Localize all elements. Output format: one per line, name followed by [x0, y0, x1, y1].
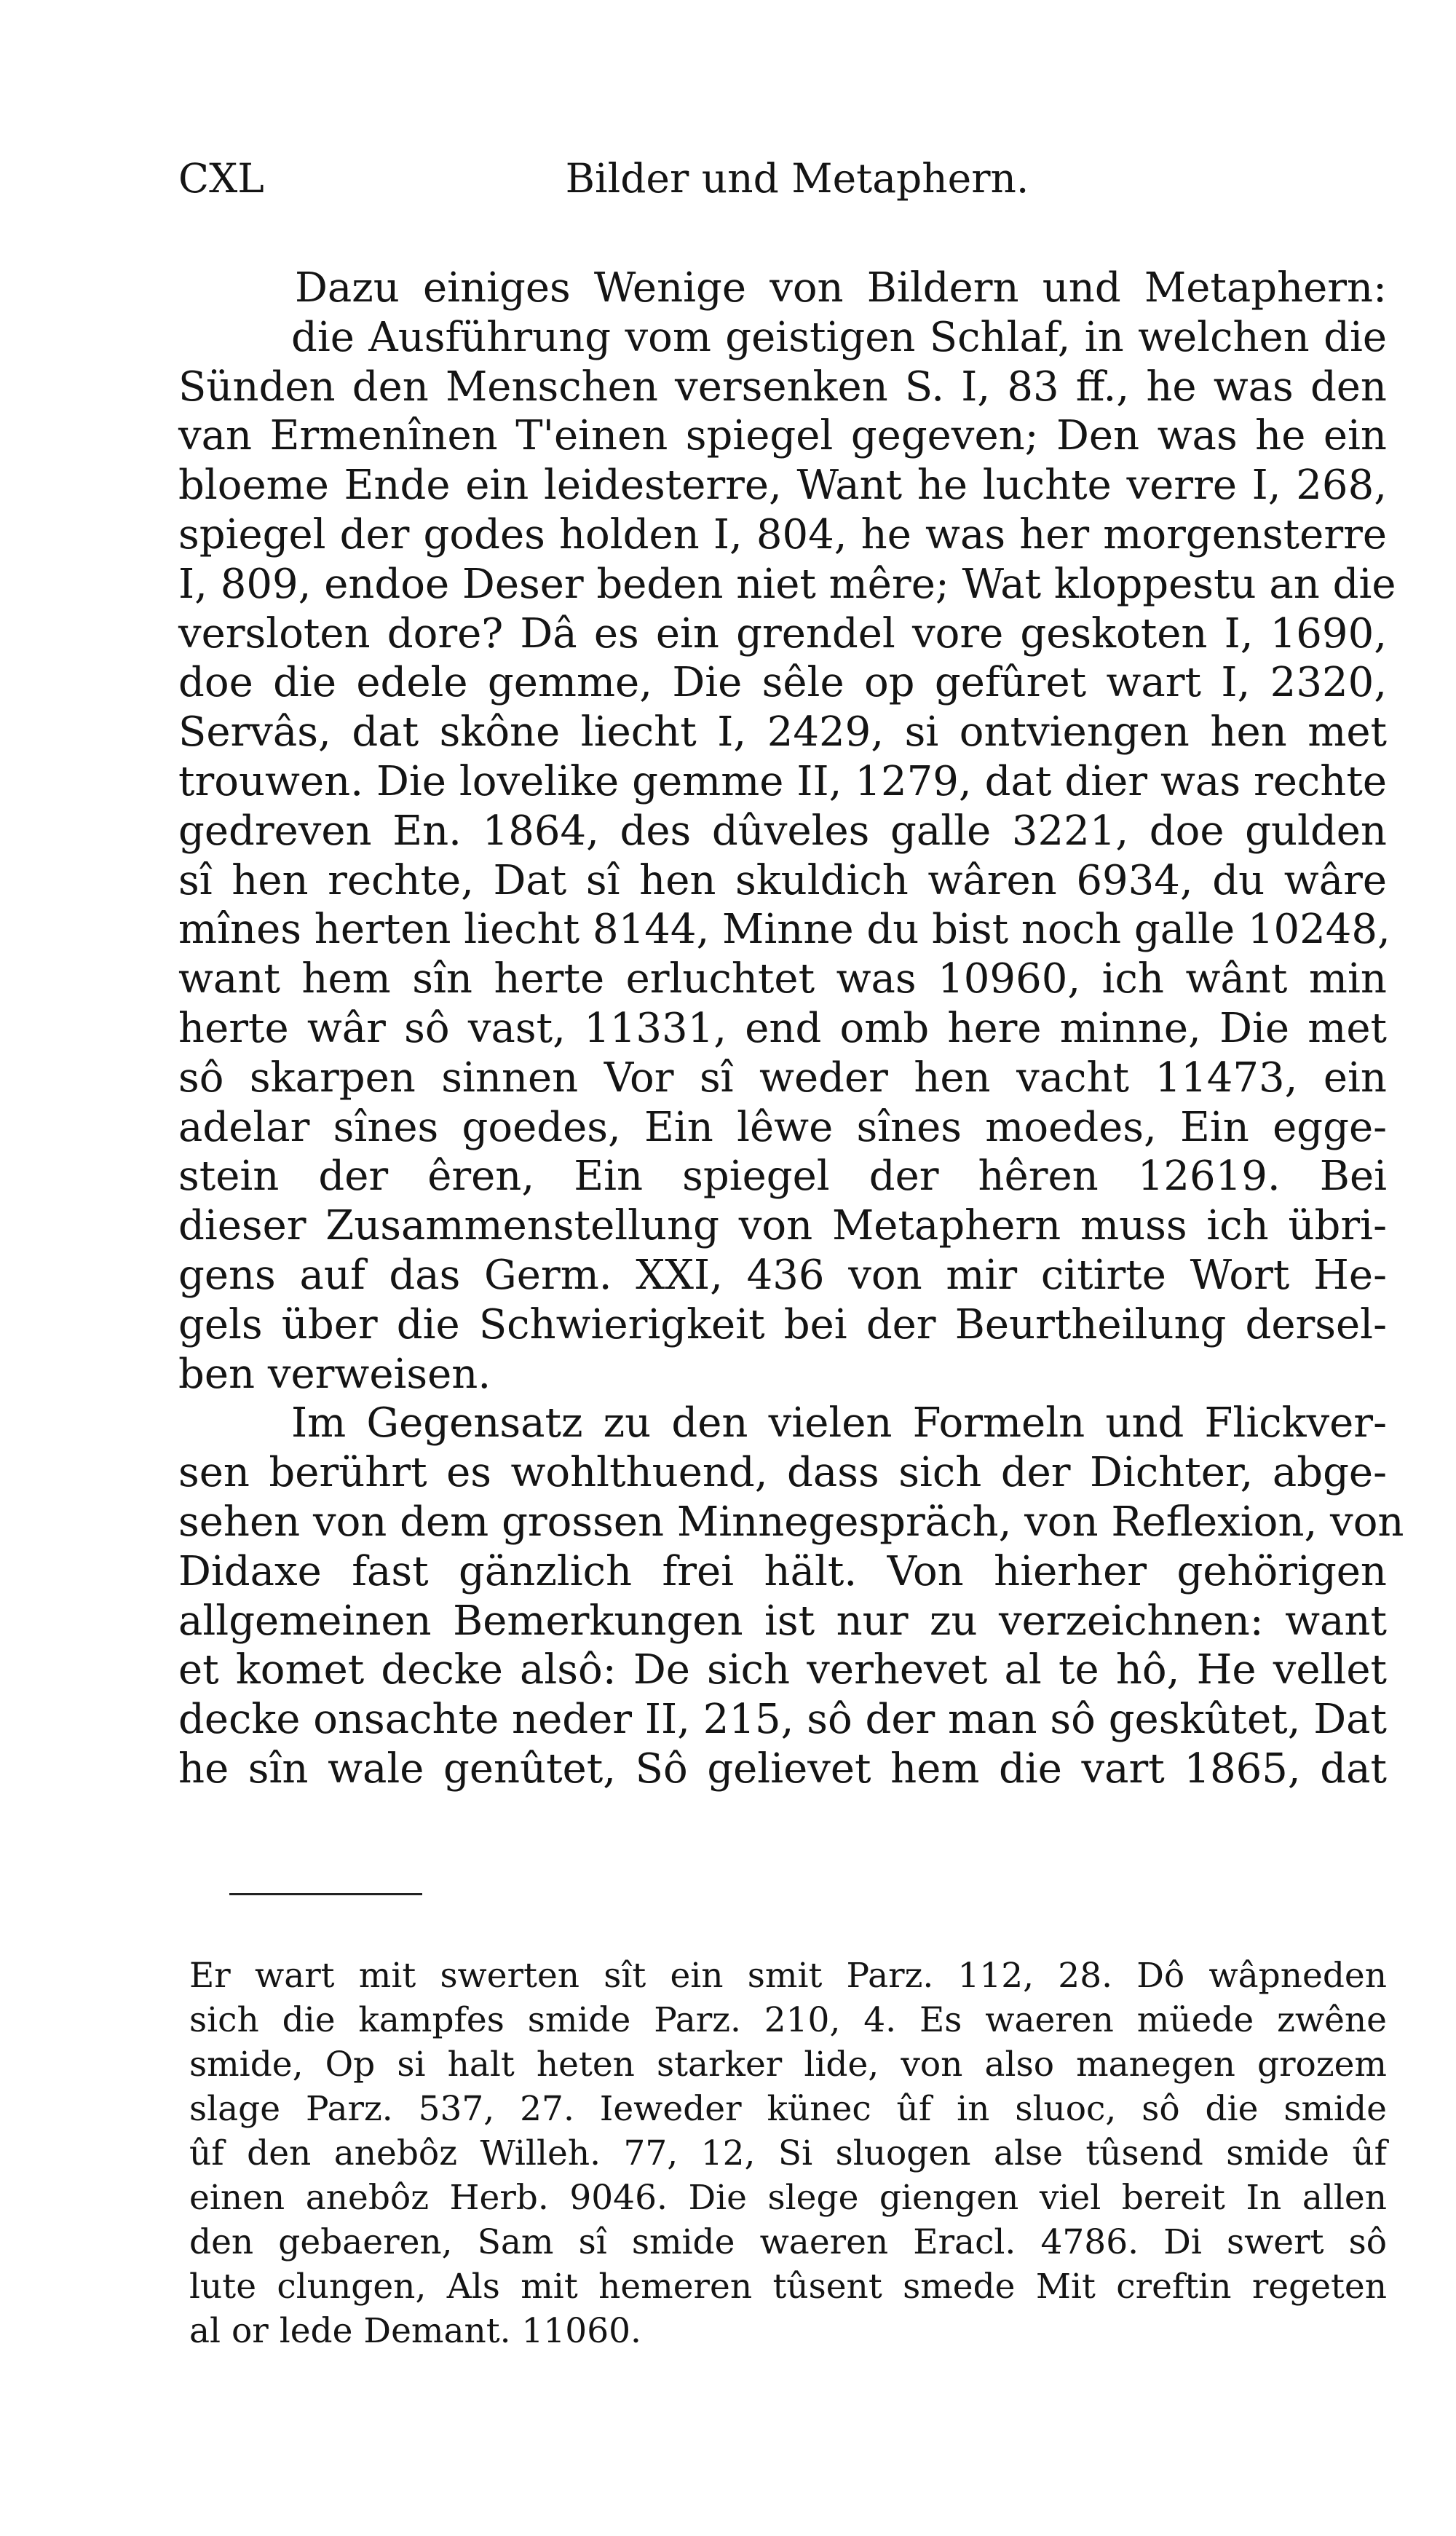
footnotes	[189, 1954, 1387, 2353]
running-head	[178, 149, 1387, 208]
body-line: sehen von dem grossen Minnegespräch, von Reflexion, von	[178, 1498, 1404, 1546]
page-title: Bilder und Metaphern.	[565, 155, 1029, 202]
footnote-line: lute clungen, Als mit hemeren tûsent smede Mit creftin regeten	[189, 2267, 1387, 2307]
body-line: versloten dore? Dâ es ein grendel vore geskoten I, 1690,	[178, 609, 1387, 657]
footnote-line: smide, Op si halt heten starker lide, von also manegen grozem	[189, 2045, 1387, 2085]
body-line: doe die edele gemme, Die sêle op gefûret wart I, 2320,	[178, 659, 1387, 707]
body-line: Sünden den Menschen versenken S. I, 83 ff., he was den	[178, 363, 1387, 411]
body-line: mînes herten liecht 8144, Minne du bist noch galle 10248,	[178, 906, 1390, 954]
body-line: he sîn wale genûtet, Sô gelievet hem die vart 1865, dat	[178, 1745, 1387, 1793]
body-line: I, 809, endoe Deser beden niet mêre; Wat kloppestu an die	[178, 560, 1396, 608]
body-line: die Ausführung vom geistigen Schlaf, in welchen die	[291, 313, 1387, 361]
body-line: trouwen. Die lovelike gemme II, 1279, dat dier was rechte	[178, 757, 1387, 805]
body-line: Didaxe fast gänzlich frei hält. Von hierher gehörigen	[178, 1547, 1387, 1595]
body-line: stein der êren, Ein spiegel der hêren 12619. Bei	[178, 1153, 1387, 1201]
page-number: CXL	[178, 155, 264, 202]
body-line: gels über die Schwierigkeit bei der Beurtheilung dersel-	[178, 1300, 1387, 1348]
body-line: decke onsachte neder II, 215, sô der man sô geskûtet, Dat	[178, 1696, 1387, 1744]
body-line: ben verweisen.	[178, 1350, 491, 1398]
body-line: dieser Zusammenstellung von Metaphern muss ich übri-	[178, 1202, 1387, 1250]
body-line: herte wâr sô vast, 11331, end omb here minne, Die met	[178, 1004, 1387, 1052]
body-line: van Ermenînen T'einen spiegel gegeven; Den was he ein	[178, 412, 1387, 460]
body-line: Dazu einiges Wenige von Bildern und Metaphern:	[295, 264, 1387, 312]
body-line: want hem sîn herte erluchtet was 10960, ich wânt min	[178, 955, 1387, 1003]
body-line: et komet decke alsô: De sich verhevet al te hô, He vellet	[178, 1646, 1387, 1694]
footnote-line: al or lede Demant. 11060.	[189, 2311, 641, 2351]
footnote-line: slage Parz. 537, 27. Iewеder künec ûf in sluoc, sô die smide	[189, 2089, 1387, 2129]
body-line: allgemeinen Bemerkungen ist nur zu verzeichnen: want	[178, 1597, 1387, 1645]
body-line: gens auf das Germ. XXI, 436 von mir citirte Wort He-	[178, 1251, 1387, 1299]
body-line: sô skarpen sinnen Vor sî weder hen vacht 11473, ein	[178, 1054, 1387, 1102]
footnote-line: den gebaeren, Sam sî smide waeren Eracl. 4786. Di swert sô	[189, 2222, 1387, 2262]
footnote-line: ûf den anebôz Willeh. 77, 12, Si sluogen alse tûsend smide ûf	[189, 2133, 1387, 2173]
body-line: adelar sînes goedes, Ein lêwe sînes moedes, Ein egge-	[178, 1103, 1387, 1151]
body-line: Im Gegensatz zu den vielen Formeln und Flickver-	[291, 1399, 1387, 1447]
body-text	[178, 264, 1404, 1794]
body-line: spiegel der godes holden I, 804, he was her morgensterre	[178, 510, 1387, 558]
body-line: sen berührt es wohlthuend, dass sich der Dichter, abge-	[178, 1449, 1387, 1497]
footnote-line: sich die kampfes smide Parz. 210, 4. Es waeren müede zwêne	[189, 2000, 1387, 2040]
footnote-divider	[229, 1893, 422, 1895]
footnote-line: einen anebôz Herb. 9046. Die slege giengen viel bereit In allen	[189, 2178, 1387, 2218]
body-line: bloeme Ende ein leidesterre, Want he luchte verre I, 268,	[178, 462, 1387, 510]
body-line: sî hen rechte, Dat sî hen skuldich wâren 6934, du wâre	[178, 856, 1387, 904]
body-line: gedreven En. 1864, des dûveles galle 3221, doe gulden	[178, 807, 1387, 855]
body-line: Servâs, dat skône liecht I, 2429, si ontviengen hen met	[178, 708, 1387, 757]
footnote-line: Er wart mit swerten sît ein smit Parz. 112, 28. Dô wâpneden	[189, 1956, 1387, 1996]
